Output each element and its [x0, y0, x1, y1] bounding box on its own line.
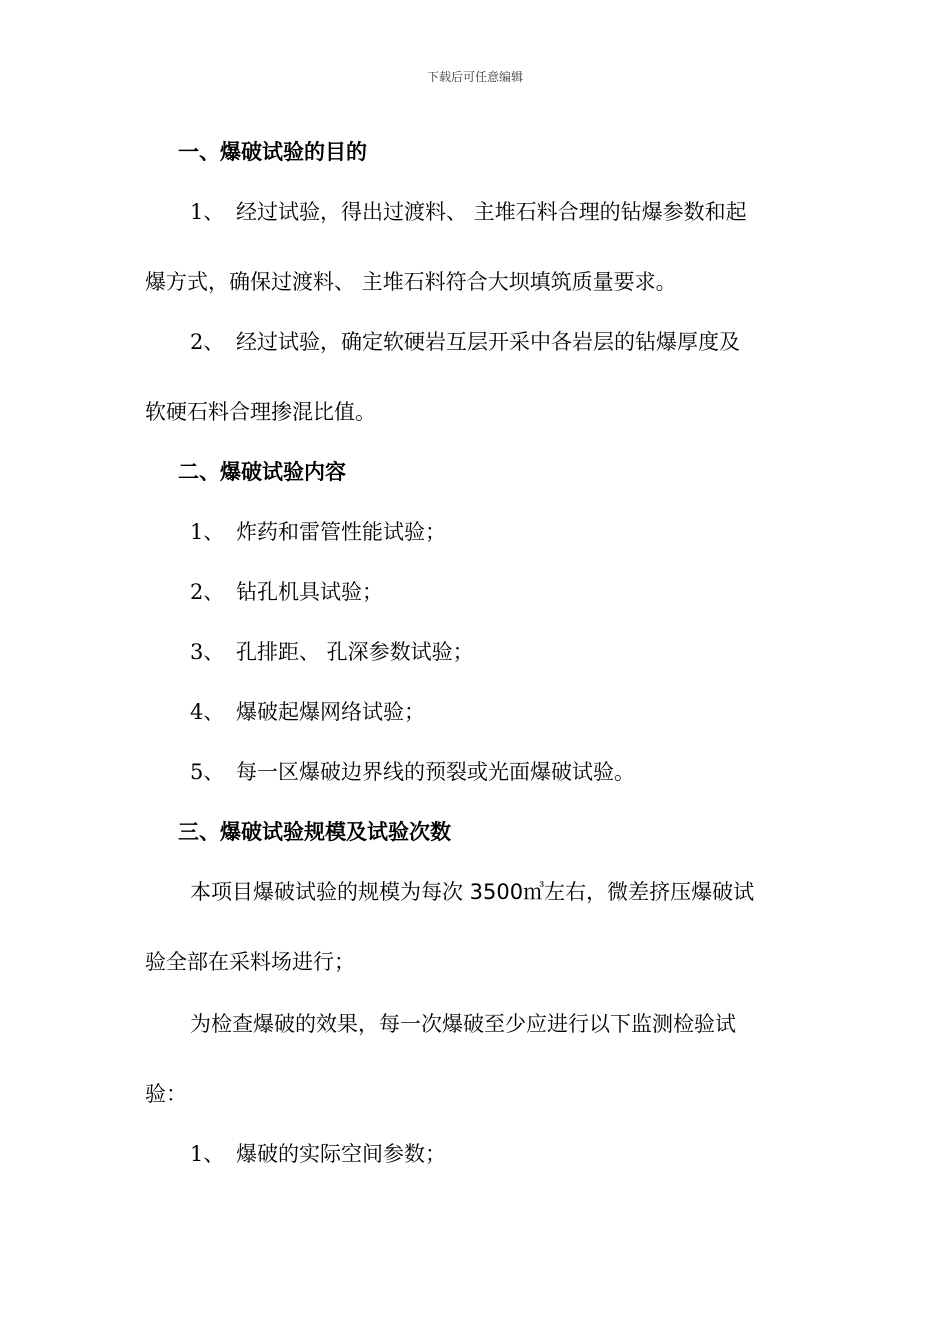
- item-number: 1、: [190, 1142, 225, 1166]
- section-3-paragraph-1-continuation: 验全部在采料场进行；: [145, 950, 355, 974]
- item-text: 经过试验，确定软硬岩互层开采中各岩层的钻爆厚度及: [236, 330, 740, 354]
- section-3-item-1: [190, 1140, 446, 1168]
- item-number: 3、: [190, 640, 225, 664]
- section-2-item-3: [190, 638, 474, 666]
- section-2-item-5: [190, 758, 635, 786]
- item-number: 5、: [190, 760, 225, 784]
- item-number: 4、: [190, 700, 225, 724]
- section-3-paragraph-2-continuation: 验：: [145, 1082, 187, 1106]
- item-text: 炸药和雷管性能试验；: [236, 520, 446, 544]
- section-1-item-1-continuation: 爆方式，确保过渡料、 主堆石料符合大坝填筑质量要求。: [145, 270, 677, 294]
- item-number: 2、: [190, 580, 225, 604]
- item-text: 爆破起爆网络试验；: [236, 700, 425, 724]
- section-1-item-1: [190, 198, 747, 226]
- section-1-item-2-continuation: 软硬石料合理掺混比值。: [145, 400, 376, 424]
- section-2-heading: 二、爆破试验内容: [178, 460, 346, 484]
- item-text: 孔排距、 孔深参数试验；: [236, 640, 474, 664]
- item-number: 1、: [190, 200, 225, 224]
- item-number: 1、: [190, 520, 225, 544]
- section-2-item-1: [190, 518, 446, 546]
- item-text: 钻孔机具试验；: [236, 580, 383, 604]
- section-1-item-2: [190, 328, 740, 356]
- page-header-note: 下载后可任意编辑: [426, 70, 523, 84]
- item-text: 经过试验，得出过渡料、 主堆石料合理的钻爆参数和起: [236, 200, 747, 224]
- item-number: 2、: [190, 330, 225, 354]
- section-2-item-2: [190, 578, 383, 606]
- section-2-item-4: [190, 698, 425, 726]
- section-3-paragraph-2: 为检查爆破的效果，每一次爆破至少应进行以下监测检验试: [190, 1012, 736, 1036]
- item-text: 每一区爆破边界线的预裂或光面爆破试验。: [236, 760, 635, 784]
- section-1-heading: 一、爆破试验的目的: [178, 140, 367, 164]
- section-3-heading: 三、爆破试验规模及试验次数: [178, 820, 451, 844]
- section-3-paragraph-1: 本项目爆破试验的规模为每次 3500㎥左右，微差挤压爆破试: [190, 880, 755, 904]
- item-text: 爆破的实际空间参数；: [236, 1142, 446, 1166]
